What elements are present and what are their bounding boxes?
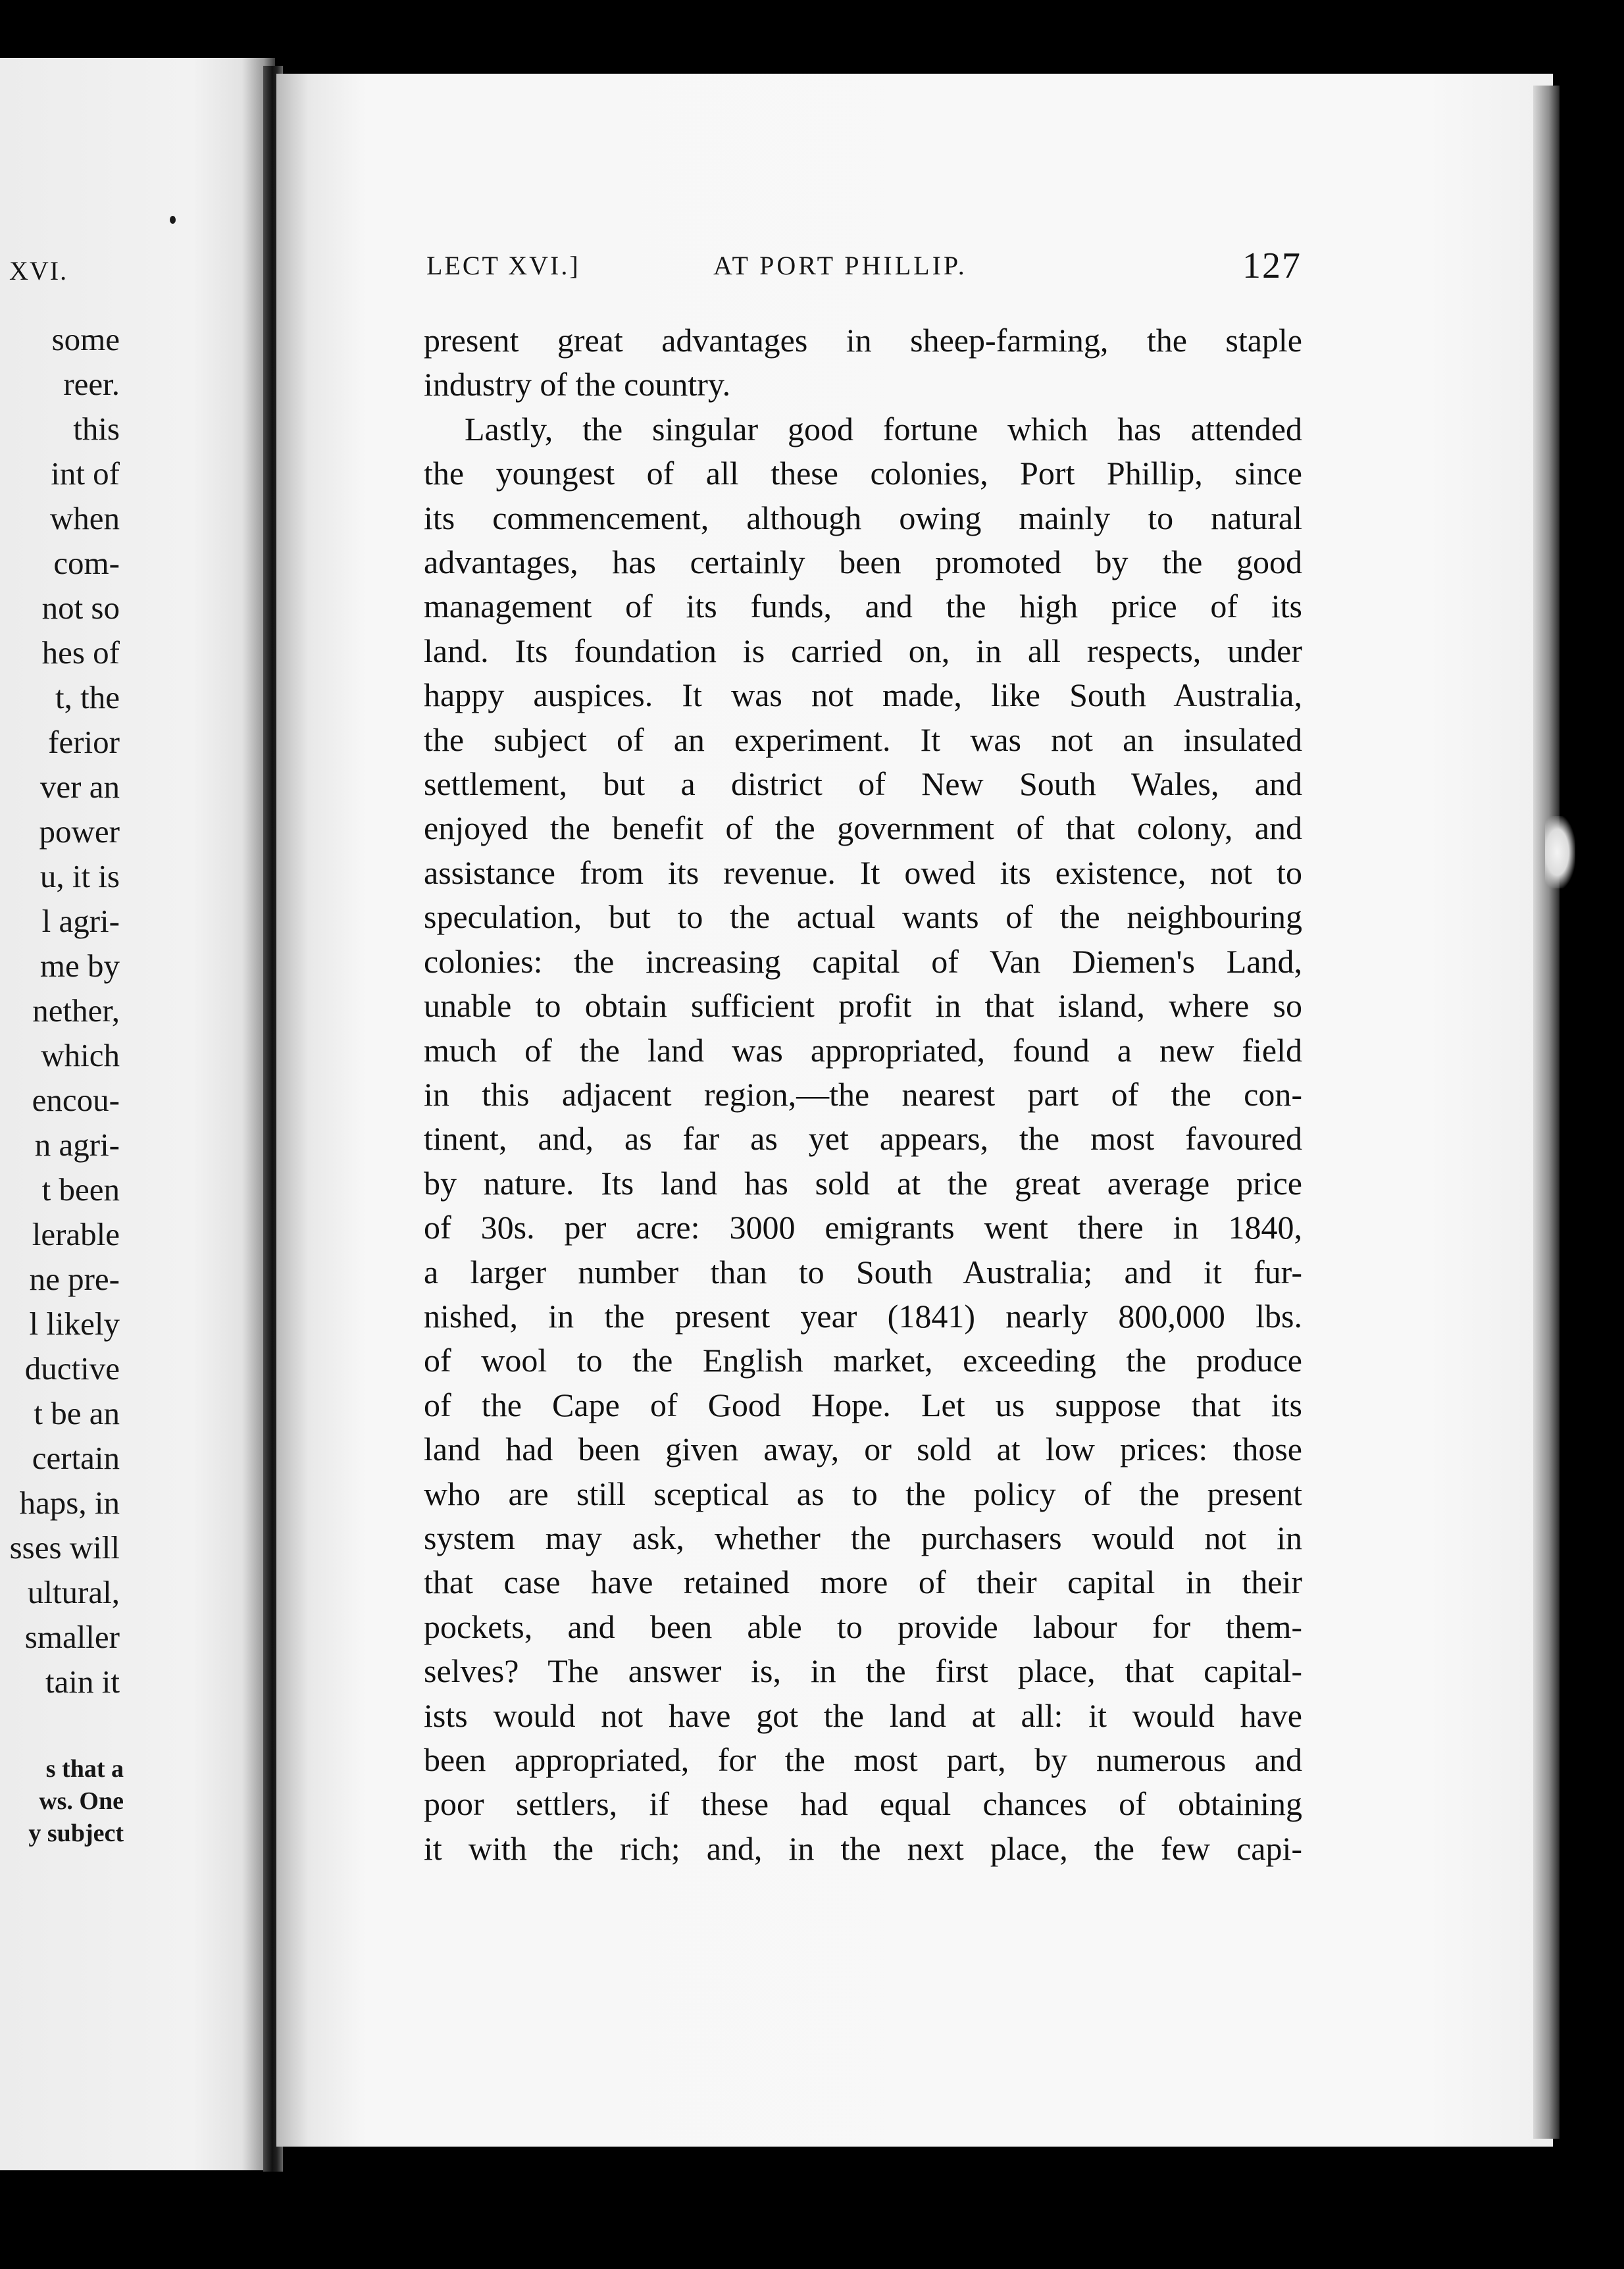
left-page-line: nether, xyxy=(32,992,120,1029)
left-page-line: l likely xyxy=(29,1306,120,1342)
left-page-line: this xyxy=(73,411,120,447)
body-text-line: industry of the country. xyxy=(424,366,731,403)
left-page-line: certain xyxy=(32,1440,120,1476)
body-text-line: assistance from its revenue. It owed its existence, not to xyxy=(424,854,1302,891)
body-text-line: of wool to the English market, exceeding the produce xyxy=(424,1342,1302,1379)
body-text-line: the subject of an experiment. It was not an insulated xyxy=(424,721,1302,758)
left-page-line: ferior xyxy=(48,724,120,760)
running-head xyxy=(426,245,1302,290)
left-page-line: encou- xyxy=(32,1082,120,1118)
page-edge-shadow xyxy=(1533,86,1560,2139)
left-page-line: power xyxy=(39,813,120,850)
page-number: 127 xyxy=(1242,245,1302,286)
left-page-text xyxy=(10,317,120,1704)
body-text-line: pockets, and been able to provide labour for them- xyxy=(424,1608,1302,1645)
body-text-line: who are still sceptical as to the policy of the present xyxy=(424,1475,1302,1512)
body-text-line: of the Cape of Good Hope. Let us suppose that its xyxy=(424,1386,1302,1423)
running-head-lecture: LECT XVI.] xyxy=(426,251,580,280)
left-page-note-line: s that a xyxy=(45,1755,124,1783)
body-text-line: selves? The answer is, in the first place, that capital- xyxy=(424,1652,1302,1690)
body-text-line: ists would not have got the land at all: it would have xyxy=(424,1696,1302,1734)
left-page-line: t be an xyxy=(34,1395,120,1431)
left-page-line: ductive xyxy=(24,1350,120,1387)
body-text-line: happy auspices. It was not made, like South Australia, xyxy=(424,676,1302,714)
left-page-line: smaller xyxy=(24,1619,120,1655)
left-page-line: which xyxy=(41,1037,120,1073)
left-page-line: t, the xyxy=(55,679,120,715)
left-page-line: haps, in xyxy=(19,1485,120,1521)
body-text-line: of 30s. per acre: 3000 emigrants went there in 1840, xyxy=(424,1209,1302,1246)
body-text-line: colonies: the increasing capital of Van Diemen's Land, xyxy=(424,942,1302,980)
body-text-line: much of the land was appropriated, found a new field xyxy=(424,1031,1302,1069)
left-page-line: com- xyxy=(53,545,120,581)
left-page-note-line: ws. One xyxy=(39,1787,124,1815)
body-text-line: poor settlers, if these had equal chances of obtaining xyxy=(424,1785,1302,1823)
left-page-line: reer. xyxy=(63,366,120,402)
left-page-line: some xyxy=(51,321,120,357)
body-text-line: Lastly, the singular good fortune which has attended xyxy=(465,410,1302,447)
body-text-line: system may ask, whether the purchasers would not in xyxy=(424,1519,1302,1556)
body-text-line: been appropriated, for the most part, by numerous and xyxy=(424,1741,1302,1778)
body-text-line: present great advantages in sheep-farming, the staple xyxy=(424,322,1302,359)
body-text-line: it with the rich; and, in the next place, the few capi- xyxy=(424,1829,1302,1867)
left-page-note-line: y subject xyxy=(28,1820,124,1847)
body-text-line: enjoyed the benefit of the government of that colony, and xyxy=(424,809,1302,847)
left-page-header: XVI. xyxy=(9,256,68,286)
body-text xyxy=(424,319,1302,1871)
left-page-line: l agri- xyxy=(41,903,120,939)
torn-paper-mark xyxy=(1545,816,1575,888)
left-page-line: n agri- xyxy=(34,1127,120,1163)
left-page-line: sses will xyxy=(9,1529,120,1566)
running-head-title: AT PORT PHILLIP. xyxy=(713,251,967,280)
left-page-line: not so xyxy=(41,590,120,626)
left-page-line: me by xyxy=(39,948,120,984)
ink-dot xyxy=(170,216,176,224)
body-text-line: management of its funds, and the high price of its xyxy=(424,588,1302,625)
body-text-line: land had been given away, or sold at low prices: those xyxy=(424,1431,1302,1468)
left-page-line: when xyxy=(49,500,120,536)
body-text-line: in this adjacent region,—the nearest part of the con- xyxy=(424,1075,1302,1113)
body-text-line: land. Its foundation is carried on, in all respects, under xyxy=(424,632,1302,669)
left-page-line: int of xyxy=(51,455,120,492)
left-page-line: hes of xyxy=(41,634,120,671)
body-text-line: a larger number than to South Australia; and it fur- xyxy=(424,1253,1302,1290)
body-text-line: advantages, has certainly been promoted by the good xyxy=(424,544,1302,581)
left-page-line: ultural, xyxy=(27,1574,120,1610)
body-text-line: settlement, but a district of New South Wales, and xyxy=(424,765,1302,803)
body-text-line: the youngest of all these colonies, Port Phillip, since xyxy=(424,455,1302,492)
left-page-footnotes xyxy=(28,1753,124,1850)
body-text-line: by nature. Its land has sold at the great average price xyxy=(424,1164,1302,1202)
body-text-line: that case have retained more of their capital in their xyxy=(424,1564,1302,1601)
left-page-line: lerable xyxy=(32,1216,120,1252)
body-text-line: its commencement, although owing mainly to natural xyxy=(424,499,1302,536)
body-text-line: speculation, but to the actual wants of the neighbouring xyxy=(424,898,1302,936)
left-page-line: ne pre- xyxy=(29,1261,120,1297)
body-text-line: unable to obtain sufficient profit in that island, where so xyxy=(424,987,1302,1025)
left-page-line: t been xyxy=(41,1171,120,1208)
body-text-line: nished, in the present year (1841) nearly 800,000 lbs. xyxy=(424,1297,1302,1335)
left-page-line: ver an xyxy=(39,769,120,805)
body-text-line: tinent, and, as far as yet appears, the most favoured xyxy=(424,1120,1302,1158)
left-page-line: tain it xyxy=(45,1664,120,1700)
left-page-line: u, it is xyxy=(39,858,120,894)
